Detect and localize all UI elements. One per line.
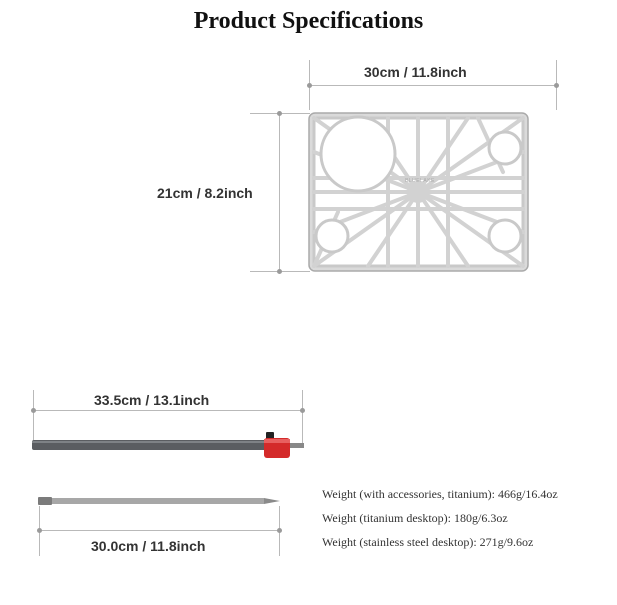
pole-dimension-line — [34, 410, 303, 411]
plate-height-label: 21cm / 8.2inch — [157, 185, 253, 201]
plate-logo-text: BLUELAKE — [405, 178, 435, 184]
plate-width-label: 30cm / 11.8inch — [364, 64, 467, 80]
stake-dot-right — [277, 528, 282, 533]
pole-dot-right — [300, 408, 305, 413]
plate-height-dot-top — [277, 111, 282, 116]
weight-stainless-steel-desktop: Weight (stainless steel desktop): 271g/9.6oz — [322, 535, 534, 549]
stake-length-label: 30.0cm / 11.8inch — [91, 538, 206, 554]
pole-dot-left — [31, 408, 36, 413]
table-plate-illustration — [308, 112, 530, 272]
weight-with-accessories: Weight (with accessories, titanium): 466g/16.4oz — [322, 487, 558, 501]
plate-height-dimension-line — [279, 113, 280, 271]
plate-width-dimension-line — [309, 85, 557, 86]
plate-width-dot-left — [307, 83, 312, 88]
pole-length-label: 33.5cm / 13.1inch — [94, 392, 210, 408]
support-pole-illustration — [30, 424, 310, 460]
stake-dimension-line — [39, 530, 280, 531]
page-title: Product Specifications — [193, 8, 424, 34]
plate-width-dot-right — [554, 83, 559, 88]
stake-illustration — [36, 494, 286, 508]
weight-titanium-desktop: Weight (titanium desktop): 180g/6.3oz — [322, 511, 508, 525]
plate-height-dot-bottom — [277, 269, 282, 274]
stake-dot-left — [37, 528, 42, 533]
